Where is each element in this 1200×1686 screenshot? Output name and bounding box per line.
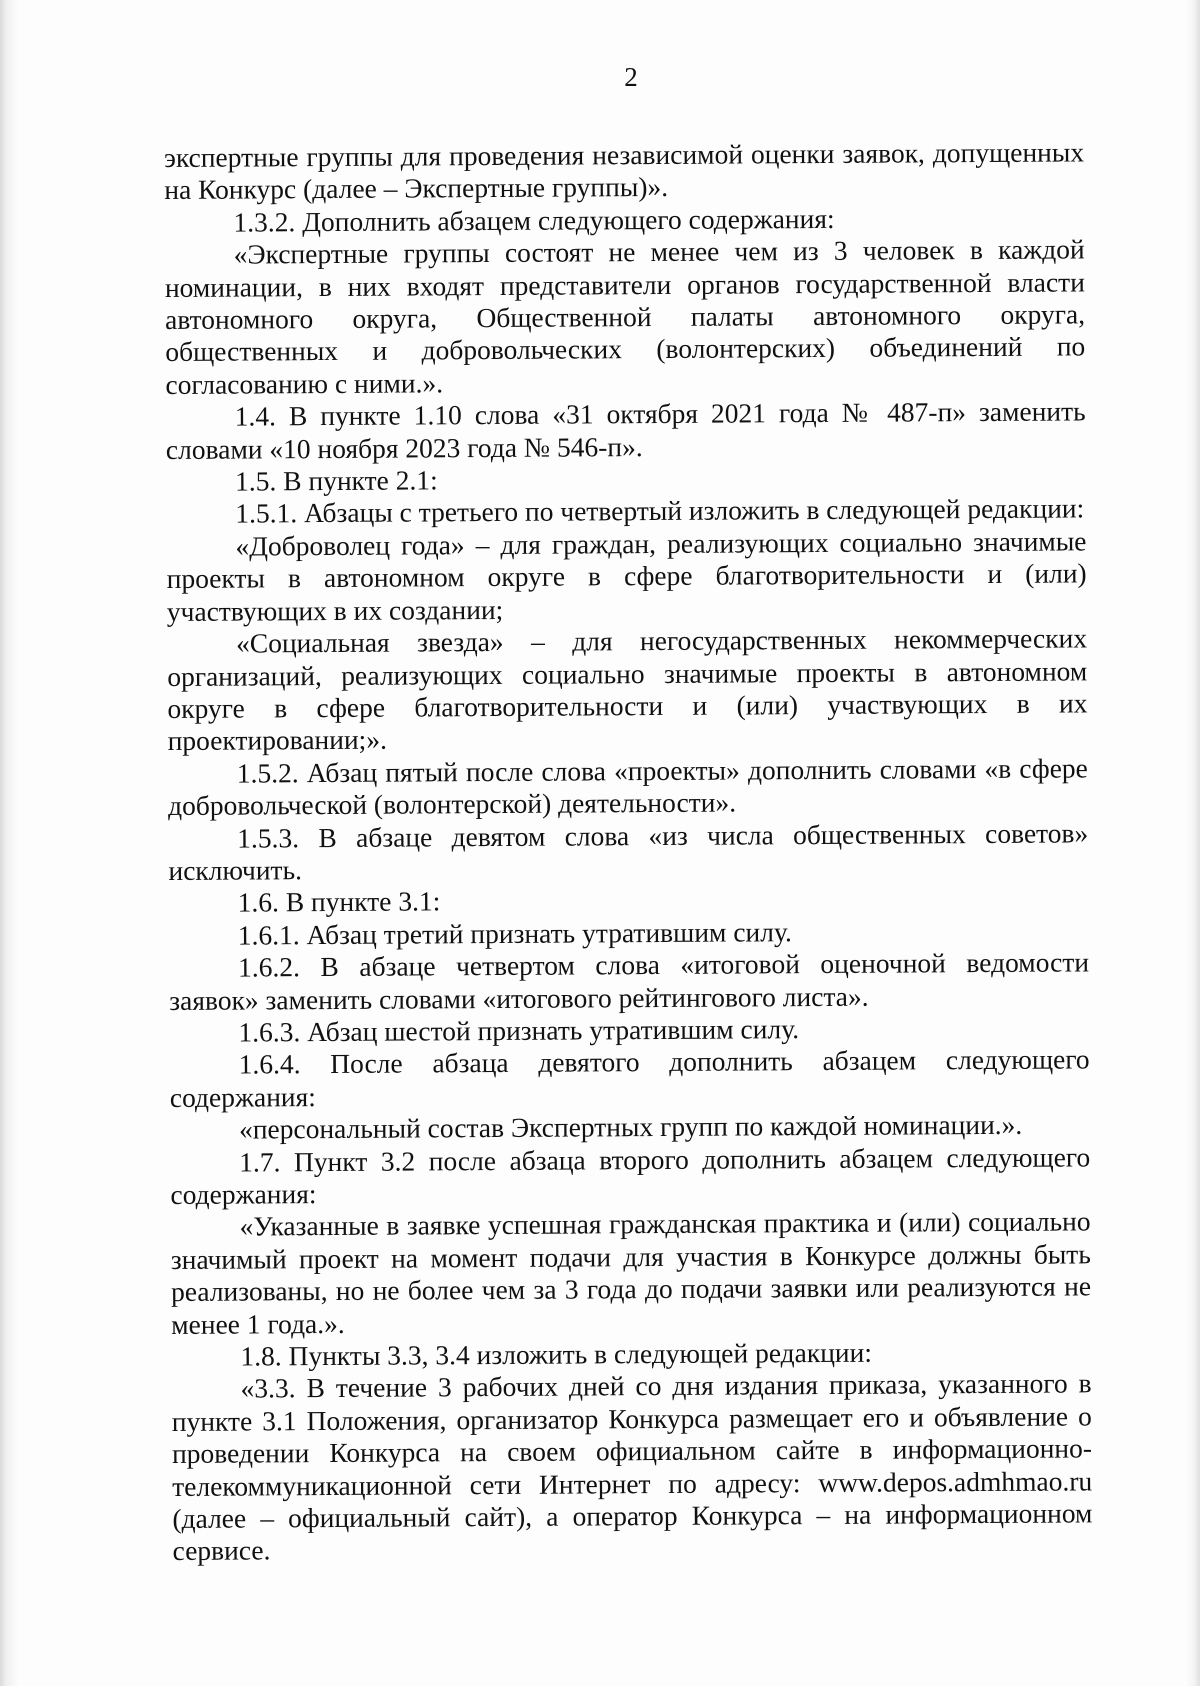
paragraph: «персональный состав Экспертных групп по каждой номинации.».	[238, 1108, 1023, 1145]
scan-right-edge	[1186, 0, 1200, 1686]
paragraph: «Указанные в заявке успешная гражданская практика и (или) социально значимый проект на момент подачи для участия в Конкурсе должны быть реализованы, но не более чем за 3 года до подачи заявки или реализуются не менее 1 года.».	[170, 1205, 1092, 1340]
paragraph: 1.4. В пункте 1.10 слова «31 октября 2021 года № 487-п» заменить словами «10 ноября 2023 года № 546-п».	[165, 395, 1086, 465]
paragraph: 1.8. Пункты 3.3, 3.4 изложить в следующей редакции:	[240, 1336, 873, 1372]
paragraph: 1.5. В пункте 2.1:	[234, 464, 438, 497]
paragraph: «Экспертные группы состоят не менее чем из 3 человек в каждой номинации, в них входят представители органов государственной власти автономного округа, Общественной палаты автономного округа, общественных и добровольческих (волонтерских) объединений по согласованию с ними.».	[164, 233, 1086, 400]
paragraph: «3.3. В течение 3 рабочих дней со дня издания приказа, указанного в пункте 3.1 Положения, организатор Конкурса размещает его и объявление о проведении Конкурса на своем официальном сайте в информационно-телекоммуникационной сети Интернет по адресу: www.depos.admhmao.ru (далее – официальный сайт), а оператор Конкурса – на информационном сервисе.	[171, 1367, 1093, 1567]
paragraph: 1.6.1. Абзац третий признать утратившим силу.	[237, 915, 792, 951]
paragraph: 1.6.4. После абзаца девятого дополнить абзацем следующего содержания:	[169, 1043, 1090, 1113]
paragraph: 1.3.2. Дополнить абзацем следующего содержания:	[233, 202, 835, 238]
paragraph: «Доброволец года» – для граждан, реализующих социально значимые проекты в автономном округе в сфере благотворительности и (или) участвующих в их создании;	[166, 525, 1087, 627]
paragraph: 1.7. Пункт 3.2 после абзаца второго дополнить абзацем следующего содержания:	[170, 1140, 1091, 1210]
paragraph: 1.6.3. Абзац шестой признать утратившим силу.	[238, 1013, 800, 1048]
paragraph: «Социальная звезда» – для негосударственных некоммерческих организаций, реализующих социально значимые проекты в автономном округе в сфере благотворительности и (или) участвующих в их проектировании;».	[167, 622, 1088, 757]
document-body	[164, 136, 1093, 1567]
paragraph: 1.5.1. Абзацы с третьего по четвертый изложить в следующей редакции:	[235, 492, 1085, 530]
paragraph: 1.6.2. В абзаце четвертом слова «итоговой оценочной ведомости заявок» заменить словами «итогового рейтингового листа».	[169, 946, 1090, 1016]
page-number: 2	[624, 62, 638, 92]
paragraph: 1.5.2. Абзац пятый после слова «проекты» дополнить словами «в сфере добровольческой (волонтерской) деятельности».	[167, 752, 1088, 822]
paragraph: экспертные группы для проведения независимой оценки заявок, допущенных на Конкурс (далее – Экспертные группы)».	[164, 136, 1085, 206]
paragraph: 1.6. В пункте 3.1:	[237, 885, 441, 918]
scan-left-edge	[0, 0, 18, 1686]
paragraph: 1.5.3. В абзаце девятом слова «из числа общественных советов» исключить.	[168, 816, 1089, 886]
